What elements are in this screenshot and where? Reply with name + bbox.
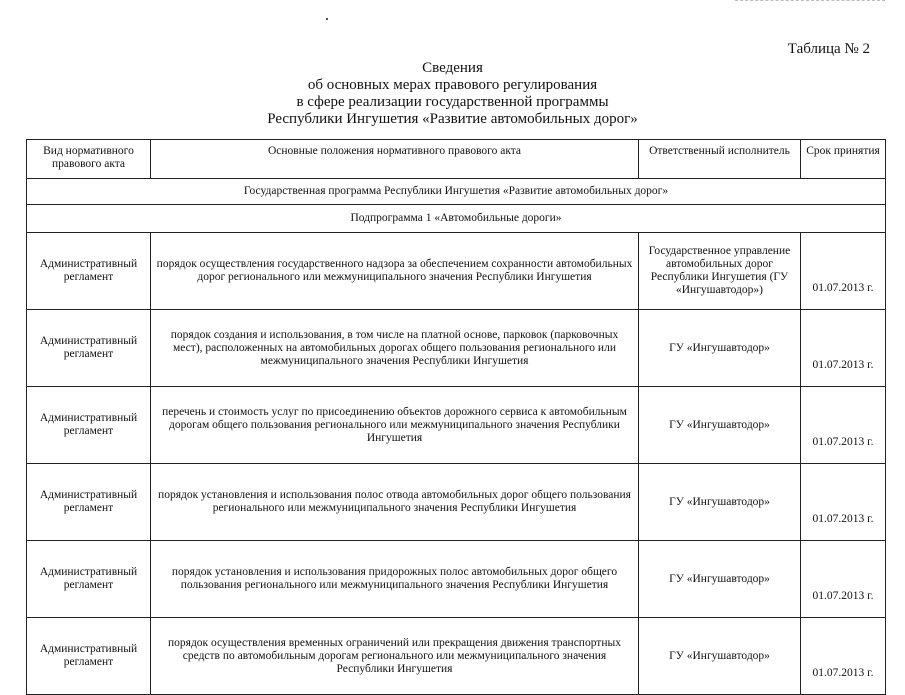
executor-cell: Государственное управление автомобильных дорог Республики Ингушетия (ГУ «Ингушавтодор») [639, 233, 801, 310]
content-cell: порядок установления и использования полос отвода автомобильных дорог общего пользования регионального или межмуниципального значения Республики Ингушетия [151, 464, 639, 541]
act-type-cell: Административный регламент [27, 464, 151, 541]
program-row [27, 179, 886, 205]
act-type-cell: Административный регламент [27, 618, 151, 695]
table-row [27, 541, 886, 618]
measures-table [26, 139, 886, 695]
subprogram-title: Подпрограмма 1 «Автомобильные дороги» [27, 205, 886, 233]
executor-cell: ГУ «Ингушавтодор» [639, 541, 801, 618]
executor-cell: ГУ «Ингушавтодор» [639, 310, 801, 387]
title-line: Сведения [422, 60, 483, 76]
date-cell: 01.07.2013 г. [801, 387, 886, 464]
executor-cell: ГУ «Ингушавтодор» [639, 387, 801, 464]
content-cell: перечень и стоимость услуг по присоединению объектов дорожного сервиса к автомобильным дорогам общего пользования регионального или межмуниципального значения Республики Ингушетия [151, 387, 639, 464]
content-cell: порядок создания и использования, в том числе на платной основе, парковок (парковочных мест), расположенных на автомобильных дорогах общего пользования регионального или межмуниципального значения Республики Ингушетия [151, 310, 639, 387]
table-row [27, 464, 886, 541]
subprogram-row [27, 205, 886, 233]
act-type-cell: Административный регламент [27, 541, 151, 618]
header-content: Основные положения нормативного правового акта [151, 140, 639, 179]
header-date: Срок принятия [801, 140, 886, 179]
executor-cell: ГУ «Ингушавтодор» [639, 618, 801, 695]
content-cell: порядок осуществления временных ограничений или прекращения движения транспортных средств по автомобильным дорогам регионального или межмуниципального значения Республики Ингушетия [151, 618, 639, 695]
document-title [0, 60, 905, 128]
program-title: Государственная программа Республики Ингушетия «Развитие автомобильных дорог» [27, 179, 886, 205]
act-type-cell: Административный регламент [27, 233, 151, 310]
date-cell: 01.07.2013 г. [801, 464, 886, 541]
scan-dot [326, 18, 328, 20]
table-header-row [27, 140, 886, 179]
table-number: Таблица № 2 [787, 41, 870, 57]
table-row [27, 233, 886, 310]
content-cell: порядок осуществления государственного надзора за обеспечением сохранности автомобильных дорог регионального или межмуниципального значения Республики Ингушетия [151, 233, 639, 310]
table-row [27, 618, 886, 695]
title-line: об основных мерах правового регулирования [307, 77, 598, 93]
date-cell: 01.07.2013 г. [801, 618, 886, 695]
scan-mark [735, 0, 885, 2]
header-executor: Ответственный исполнитель [639, 140, 801, 179]
content-cell: порядок установления и использования придорожных полос автомобильных дорог общего пользования регионального или межмуниципального значения Республики Ингушетия [151, 541, 639, 618]
title-line: Республики Ингушетия «Развитие автомобильных дорог» [267, 111, 638, 127]
table-row [27, 387, 886, 464]
date-cell: 01.07.2013 г. [801, 541, 886, 618]
title-line: в сфере реализации государственной программы [296, 94, 609, 110]
act-type-cell: Административный регламент [27, 310, 151, 387]
date-cell: 01.07.2013 г. [801, 310, 886, 387]
executor-cell: ГУ «Ингушавтодор» [639, 464, 801, 541]
table-row [27, 310, 886, 387]
act-type-cell: Административный регламент [27, 387, 151, 464]
header-act-type: Вид нормативного правового акта [27, 140, 151, 179]
date-cell: 01.07.2013 г. [801, 233, 886, 310]
